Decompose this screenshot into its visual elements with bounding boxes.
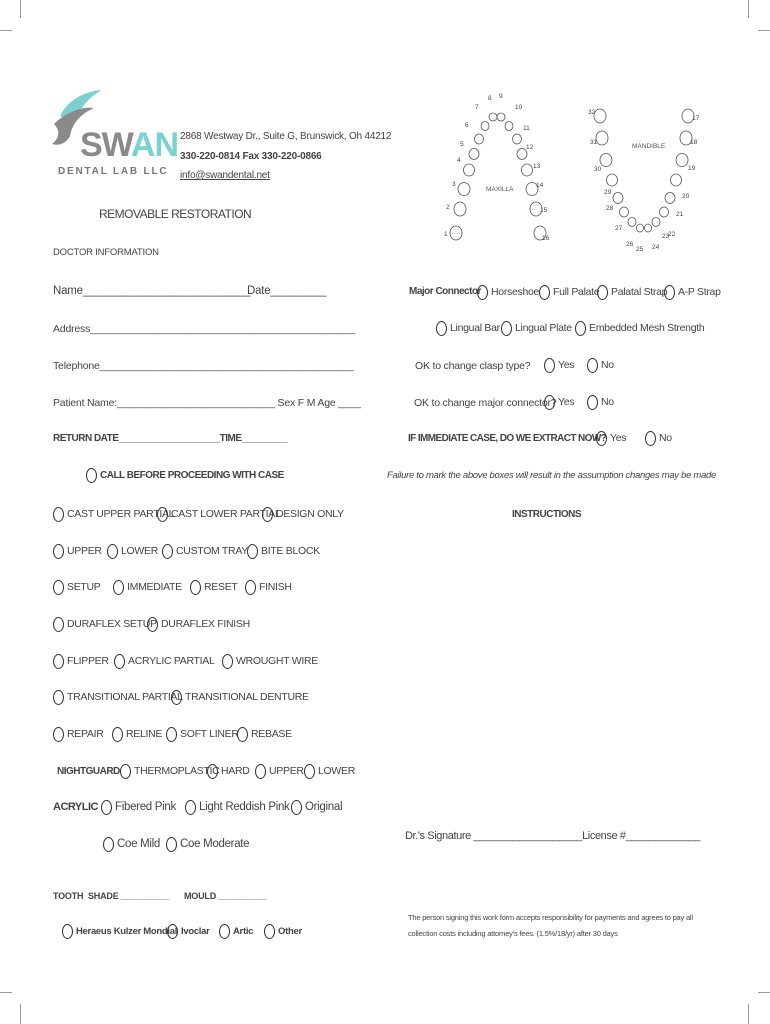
major-connector-option[interactable] <box>664 284 721 300</box>
crop-mark <box>0 30 12 31</box>
telephone-field[interactable]: Telephone_____________________________________________ <box>53 360 354 372</box>
tooth-3[interactable] <box>458 183 470 196</box>
yes-option[interactable] <box>544 394 574 410</box>
name-field[interactable]: Name___________________________ <box>53 285 251 297</box>
return-date-field[interactable]: RETURN DATE____________________TIME_________ <box>53 433 288 444</box>
option-label: Heraeus Kulzer Mondial <box>76 925 178 937</box>
option-label: No <box>659 432 672 444</box>
option-label: Lingual Plate <box>515 322 572 334</box>
radio-icon[interactable] <box>544 395 555 410</box>
option-label: Artic <box>233 925 254 937</box>
case-option[interactable] <box>114 653 215 669</box>
lower-tooth-number: 23 <box>662 233 670 240</box>
acrylic-option[interactable] <box>185 799 290 815</box>
crop-mark <box>748 1004 749 1024</box>
option-label: DURAFLEX FINISH <box>161 618 250 630</box>
radio-icon[interactable] <box>237 727 248 742</box>
case-option[interactable] <box>162 543 248 559</box>
tooth-label: TOOTH <box>53 891 84 901</box>
radio-icon[interactable] <box>120 764 131 779</box>
option-label: Embedded Mesh Strength <box>589 322 705 334</box>
option-label: FLIPPER <box>67 655 109 667</box>
major-connector-option[interactable] <box>477 284 539 300</box>
radio-icon[interactable] <box>291 800 302 815</box>
option-label: SETUP <box>67 581 101 593</box>
case-option[interactable] <box>222 653 318 669</box>
radio-icon[interactable] <box>264 924 275 939</box>
radio-icon[interactable] <box>219 924 230 939</box>
brand-option[interactable] <box>264 923 302 939</box>
nightguard-option[interactable] <box>255 763 304 779</box>
radio-icon[interactable] <box>53 654 64 669</box>
tooth-2[interactable] <box>454 202 466 216</box>
option-label: Coe Moderate <box>180 838 250 850</box>
address-field[interactable]: Address_______________________________________________ <box>53 323 356 335</box>
acrylic-option[interactable] <box>291 799 342 815</box>
lower-tooth-number: 22 <box>668 231 676 238</box>
radio-icon[interactable] <box>147 617 158 632</box>
upper-tooth-number: 5 <box>460 141 464 148</box>
logo-text: SWAN <box>80 126 179 164</box>
acrylic-label: ACRYLIC <box>53 801 98 813</box>
instructions-heading: INSTRUCTIONS <box>512 509 581 520</box>
tooth-24[interactable] <box>645 224 652 232</box>
brand-option[interactable] <box>62 923 177 939</box>
tooth-4[interactable] <box>464 164 475 176</box>
radio-icon[interactable] <box>262 507 273 522</box>
radio-icon[interactable] <box>477 285 488 300</box>
option-label: IMMEDIATE <box>127 581 182 593</box>
major-connector-option[interactable] <box>501 320 572 336</box>
option-label: Light Reddish Pink <box>199 801 290 813</box>
case-option[interactable] <box>190 579 238 595</box>
brand-option[interactable] <box>167 923 210 939</box>
option-label: RELINE <box>126 728 163 740</box>
upper-tooth-number: 7 <box>475 104 479 111</box>
option-label: HARD <box>221 765 250 777</box>
radio-icon[interactable] <box>190 580 201 595</box>
upper-tooth-number: 10 <box>515 104 523 111</box>
radio-icon[interactable] <box>539 285 550 300</box>
option-label: TRANSITIONAL DENTURE <box>185 691 309 703</box>
case-option[interactable] <box>247 543 320 559</box>
clasp-question: OK to change clasp type? <box>415 360 531 372</box>
option-label: UPPER <box>269 765 304 777</box>
lower-tooth-number: 17 <box>692 115 700 122</box>
option-label: Yes <box>558 396 575 408</box>
case-option[interactable] <box>53 543 102 559</box>
radio-icon[interactable] <box>436 321 447 336</box>
case-option[interactable] <box>166 726 239 742</box>
maxilla-label: MAXILLA <box>486 186 514 193</box>
option-label: Other <box>278 925 302 937</box>
option-label: UPPER <box>67 545 102 557</box>
upper-tooth-number: 15 <box>540 207 548 214</box>
major-connector-option[interactable] <box>597 284 667 300</box>
lower-tooth-number: 19 <box>688 165 696 172</box>
upper-tooth-number: 6 <box>465 122 469 129</box>
radio-icon[interactable] <box>53 617 64 632</box>
option-label: Coe Mild <box>117 838 160 850</box>
radio-icon[interactable] <box>162 544 173 559</box>
radio-icon[interactable] <box>53 580 64 595</box>
date-field[interactable]: Date_________ <box>247 285 327 297</box>
company-phone: 330-220-0814 Fax 330-220-0866 <box>180 151 322 162</box>
acrylic-option[interactable] <box>101 799 176 815</box>
radio-icon[interactable] <box>597 285 608 300</box>
case-option[interactable] <box>262 506 344 522</box>
case-option[interactable] <box>147 616 250 632</box>
option-label: ACRYLIC PARTIAL <box>128 655 215 667</box>
tooth-19[interactable] <box>676 154 688 167</box>
tooth-29[interactable] <box>607 174 618 186</box>
radio-icon[interactable] <box>112 727 123 742</box>
lower-tooth-number: 20 <box>682 193 690 200</box>
option-label: BITE BLOCK <box>261 545 320 557</box>
radio-icon[interactable] <box>575 321 586 336</box>
tooth-20[interactable] <box>671 174 682 186</box>
major-connector-option[interactable] <box>575 320 704 336</box>
case-option[interactable] <box>237 726 292 742</box>
nightguard-option[interactable] <box>304 763 355 779</box>
radio-icon[interactable] <box>587 358 598 373</box>
case-option[interactable] <box>113 579 182 595</box>
tooth-21[interactable] <box>665 193 675 204</box>
mould-field[interactable]: MOULD __________ <box>184 891 267 901</box>
option-label: REBASE <box>251 728 292 740</box>
lower-tooth-number: 21 <box>676 211 684 218</box>
radio-icon[interactable] <box>304 764 315 779</box>
tooth-32[interactable] <box>594 109 606 123</box>
no-option[interactable] <box>587 394 614 410</box>
option-label: Ivoclar <box>181 925 210 937</box>
option-label: Fibered Pink <box>115 801 176 813</box>
radio-icon[interactable] <box>101 800 112 815</box>
tooth-chart <box>440 88 750 256</box>
company-logo <box>50 86 179 186</box>
upper-tooth-number: 3 <box>452 181 456 188</box>
maxilla-arch <box>444 93 550 242</box>
option-label: FINISH <box>259 581 292 593</box>
tooth-30[interactable] <box>600 154 612 167</box>
radio-icon[interactable] <box>86 468 97 483</box>
tooth-1[interactable] <box>450 226 462 240</box>
option-label: No <box>601 359 614 371</box>
radio-icon[interactable] <box>664 285 675 300</box>
company-email[interactable]: info@swandental.net <box>180 170 270 181</box>
lower-tooth-number: 25 <box>636 246 644 253</box>
no-option[interactable] <box>645 430 672 446</box>
no-option[interactable] <box>587 357 614 373</box>
radio-icon[interactable] <box>501 321 512 336</box>
radio-icon[interactable] <box>113 580 124 595</box>
case-option[interactable] <box>53 616 157 632</box>
call-before-checkbox[interactable] <box>86 467 284 483</box>
tooth-25[interactable] <box>637 224 644 232</box>
radio-icon[interactable] <box>167 924 178 939</box>
radio-icon[interactable] <box>166 727 177 742</box>
major-question: OK to change major connector? <box>414 397 557 409</box>
patient-field[interactable]: Patient Name:____________________________ Sex F M Age ____ <box>53 397 361 409</box>
case-option[interactable] <box>107 543 158 559</box>
form-title: REMOVABLE RESTORATION <box>99 207 252 221</box>
crop-mark <box>758 30 770 31</box>
lower-tooth-number: 27 <box>615 225 623 232</box>
radio-icon[interactable] <box>107 544 118 559</box>
radio-icon[interactable] <box>207 764 218 779</box>
lower-tooth-number: 28 <box>606 205 614 212</box>
case-option[interactable] <box>53 579 101 595</box>
upper-tooth-number: 11 <box>523 125 530 132</box>
option-label: TRANSITIONAL PARTIAL <box>67 691 183 703</box>
case-option[interactable] <box>245 579 292 595</box>
radio-icon[interactable] <box>53 690 64 705</box>
yes-option[interactable] <box>596 430 626 446</box>
radio-icon[interactable] <box>62 924 73 939</box>
disclaimer-line-1: The person signing this work form accepts responsibility for payments and agrees to pay all <box>408 913 693 922</box>
radio-icon[interactable] <box>185 800 196 815</box>
call-before-label: CALL BEFORE PROCEEDING WITH CASE <box>100 469 284 481</box>
lower-tooth-number: 18 <box>690 139 698 146</box>
case-option[interactable] <box>171 689 309 705</box>
upper-tooth-number: 16 <box>542 235 550 242</box>
signature-field[interactable]: Dr.'s Signature ___________________License #_____________ <box>405 830 700 842</box>
doctor-info-label: DOCTOR INFORMATION <box>53 247 159 258</box>
tooth-31[interactable] <box>596 131 608 145</box>
radio-icon[interactable] <box>255 764 266 779</box>
radio-icon[interactable] <box>103 837 114 852</box>
crop-mark <box>748 0 749 18</box>
mandible-arch <box>588 109 700 253</box>
option-label: LOWER <box>121 545 159 557</box>
case-option[interactable] <box>112 726 162 742</box>
option-label: Horseshoe <box>491 286 540 298</box>
radio-icon[interactable] <box>596 431 607 446</box>
upper-tooth-number: 2 <box>446 204 450 211</box>
option-label: Yes <box>610 432 627 444</box>
option-label: WROUGHT WIRE <box>236 655 318 667</box>
tooth-8[interactable] <box>489 113 497 121</box>
upper-tooth-number: 1 <box>444 231 448 238</box>
option-label: Lingual Bar <box>450 322 500 334</box>
tooth-5[interactable] <box>469 149 479 160</box>
tooth-10[interactable] <box>505 122 513 131</box>
option-label: Original <box>305 801 343 813</box>
radio-icon[interactable] <box>53 727 64 742</box>
option-label: Palatal Strap <box>611 286 668 298</box>
extract-question: IF IMMEDIATE CASE, DO WE EXTRACT NOW? <box>408 433 607 444</box>
option-label: CAST UPPER PARTIAL <box>67 508 175 520</box>
tooth-6[interactable] <box>475 134 484 144</box>
option-label: THERMOPLASTIC <box>134 765 220 777</box>
option-label: Yes <box>558 359 575 371</box>
radio-icon[interactable] <box>645 431 656 446</box>
radio-icon[interactable] <box>245 580 256 595</box>
option-label: No <box>601 396 614 408</box>
lower-tooth-number: 26 <box>626 241 634 248</box>
upper-tooth-number: 4 <box>457 157 461 164</box>
option-label: RESET <box>204 581 238 593</box>
upper-tooth-number: 14 <box>536 182 544 189</box>
lower-tooth-number: 30 <box>594 166 602 173</box>
crop-mark <box>758 992 770 993</box>
tooth-23[interactable] <box>652 218 660 227</box>
tooth-28[interactable] <box>613 193 623 204</box>
case-option[interactable] <box>53 653 109 669</box>
option-label: A-P Strap <box>678 286 721 298</box>
tooth-9[interactable] <box>497 113 505 121</box>
tooth-11[interactable] <box>513 134 522 144</box>
option-label: CAST LOWER PARTIAL <box>171 508 281 520</box>
brand-option[interactable] <box>219 923 253 939</box>
tooth-27[interactable] <box>620 207 629 217</box>
radio-icon[interactable] <box>53 507 64 522</box>
acrylic-option[interactable] <box>166 836 249 852</box>
radio-icon[interactable] <box>114 654 125 669</box>
radio-icon[interactable] <box>166 837 177 852</box>
shade-field[interactable]: SHADE __________ <box>88 891 169 901</box>
acrylic-option[interactable] <box>103 836 160 852</box>
option-label: CUSTOM TRAY <box>176 545 248 557</box>
tooth-22[interactable] <box>660 207 669 217</box>
mandible-label: MANDIBLE <box>632 143 666 150</box>
lower-tooth-number: 29 <box>604 189 612 196</box>
company-address: 2868 Westway Dr., Suite G, Brunswick, Oh 44212 <box>180 131 392 142</box>
yes-option[interactable] <box>544 357 574 373</box>
major-connector-option[interactable] <box>436 320 500 336</box>
crop-mark <box>0 992 12 993</box>
option-label: SOFT LINER <box>180 728 239 740</box>
option-label: Full Palate <box>553 286 600 298</box>
upper-tooth-number: 13 <box>533 163 541 170</box>
lower-tooth-number: 32 <box>588 109 596 116</box>
upper-tooth-number: 9 <box>499 93 503 100</box>
radio-icon[interactable] <box>544 358 555 373</box>
major-connector-option[interactable] <box>539 284 599 300</box>
failure-note: Failure to mark the above boxes will result in the assumption changes may be made <box>387 470 716 481</box>
crop-mark <box>20 1004 21 1024</box>
crop-mark <box>20 0 21 18</box>
radio-icon[interactable] <box>587 395 598 410</box>
major-connector-label: Major Connector <box>409 286 481 297</box>
lower-tooth-number: 24 <box>652 244 660 251</box>
disclaimer-line-2: collection costs including attorney's fees. (1.5%/18/yr) after 30 days <box>408 929 618 938</box>
nightguard-option[interactable] <box>120 763 219 779</box>
case-option[interactable] <box>53 726 104 742</box>
logo-subtext: DENTAL LAB LLC <box>58 166 169 177</box>
case-option[interactable] <box>53 689 183 705</box>
tooth-13[interactable] <box>522 164 533 176</box>
radio-icon[interactable] <box>53 544 64 559</box>
option-label: DURAFLEX SETUP <box>67 618 157 630</box>
radio-icon[interactable] <box>157 507 168 522</box>
tooth-26[interactable] <box>628 218 636 227</box>
tooth-7[interactable] <box>481 122 489 131</box>
option-label: DESIGN ONLY <box>276 508 344 520</box>
radio-icon[interactable] <box>171 690 182 705</box>
nightguard-label: NIGHTGUARD <box>57 766 120 777</box>
upper-tooth-number: 12 <box>526 144 534 151</box>
option-label: LOWER <box>318 765 356 777</box>
option-label: REPAIR <box>67 728 104 740</box>
upper-tooth-number: 8 <box>488 95 492 102</box>
lower-tooth-number: 31 <box>590 139 598 146</box>
radio-icon[interactable] <box>247 544 258 559</box>
nightguard-option[interactable] <box>207 763 250 779</box>
radio-icon[interactable] <box>222 654 233 669</box>
